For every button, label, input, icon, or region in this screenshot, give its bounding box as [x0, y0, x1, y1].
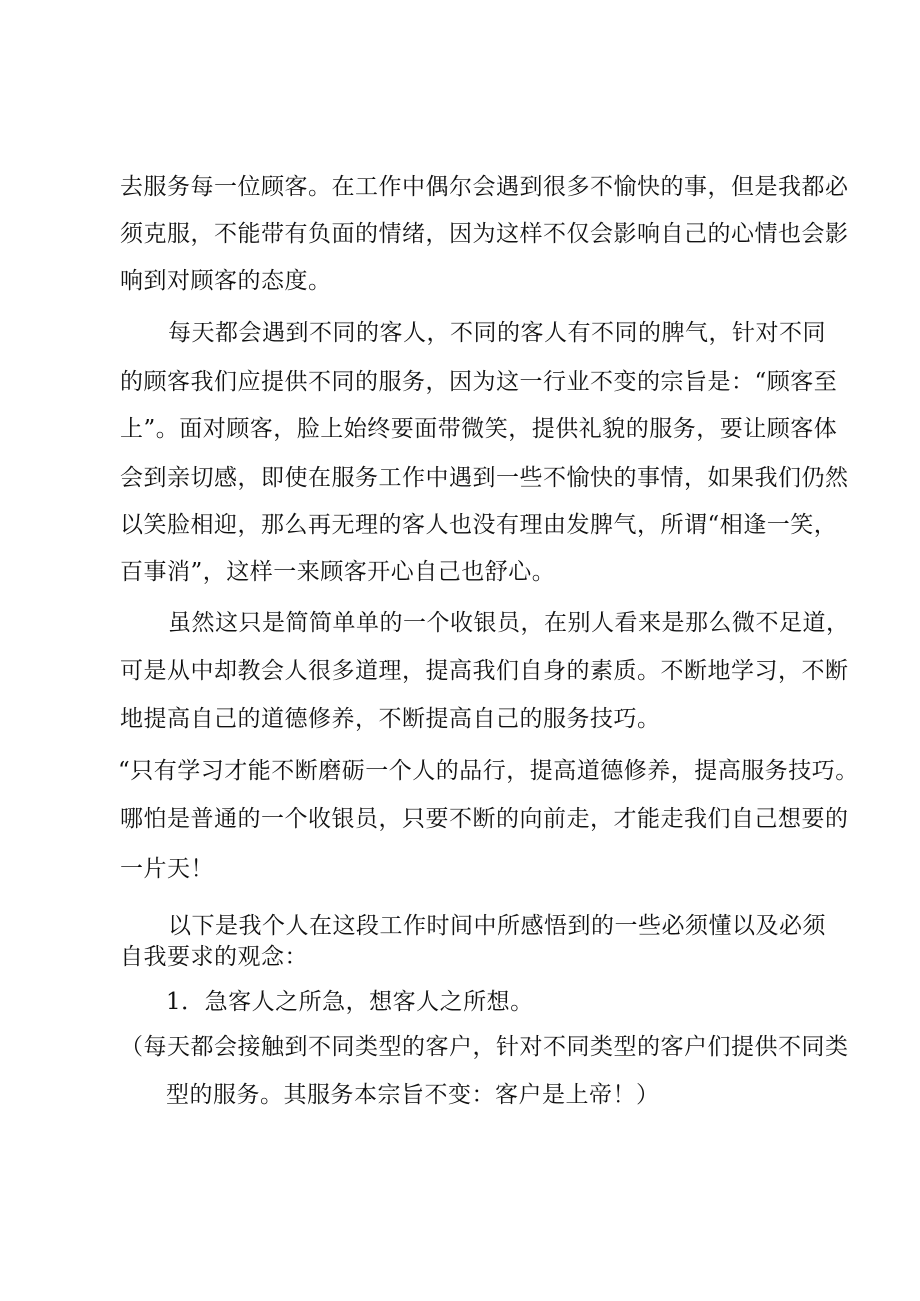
paragraph-5-line-1: 以下是我个人在这段工作时间中所感悟到的一些必须懂以及必须 [168, 913, 826, 939]
paragraph-5-line-2: 自我要求的观念： [120, 944, 308, 970]
paragraph-2-line-1: 每天都会遇到不同的客人，不同的客人有不同的脾气，针对不同 [168, 320, 826, 346]
item-1-note-line-2: 型的服务。其服务本宗旨不变：客户是上帝！） [166, 1082, 660, 1108]
paragraph-2-line-5: 以笑脸相迎，那么再无理的客人也没有理由发脾气，所谓“相逢一笑， [120, 512, 838, 538]
paragraph-3-line-2: 可是从中却教会人很多道理，提高我们自身的素质。不断地学习，不断 [120, 658, 849, 684]
paragraph-1-line-1: 去服务每一位顾客。在工作中偶尔会遇到很多不愉快的事，但是我都必 [120, 174, 849, 200]
paragraph-1-line-3: 响到对顾客的态度。 [120, 268, 332, 294]
paragraph-2-line-2: 的顾客我们应提供不同的服务，因为这一行业不变的宗旨是：“顾客至 [120, 369, 838, 395]
item-1-heading: 1．急客人之所急，想客人之所想。 [166, 989, 534, 1015]
paragraph-3-line-3: 地提高自己的道德修养，不断提高自己的服务技巧。 [120, 706, 661, 732]
paragraph-2-line-6: 百事消”，这样一来顾客开心自己也舒心。 [120, 559, 556, 585]
paragraph-4-line-3: 一片天！ [120, 856, 214, 882]
paragraph-2-line-4: 会到亲切感，即使在服务工作中遇到一些不愉快的事情，如果我们仍然 [120, 465, 849, 491]
paragraph-2-line-3: 上”。面对顾客，脸上始终要面带微笑，提供礼貌的服务，要让顾客体 [120, 416, 838, 442]
paragraph-1-line-2: 须克服，不能带有负面的情绪，因为这样不仅会影响自己的心情也会影 [120, 221, 849, 247]
paragraph-4-line-2: 哪怕是普通的一个收银员，只要不断的向前走，才能走我们自己想要的 [120, 806, 849, 832]
item-1-note-line-1: （每天都会接触到不同类型的客户，针对不同类型的客户们提供不同类 [120, 1034, 849, 1060]
paragraph-4-line-1: “只有学习才能不断磨砺一个人的品行，提高道德修养，提高服务技巧。 [118, 758, 859, 784]
paragraph-3-line-1: 虽然这只是简简单单的一个收银员，在别人看来是那么微不足道， [168, 610, 850, 636]
